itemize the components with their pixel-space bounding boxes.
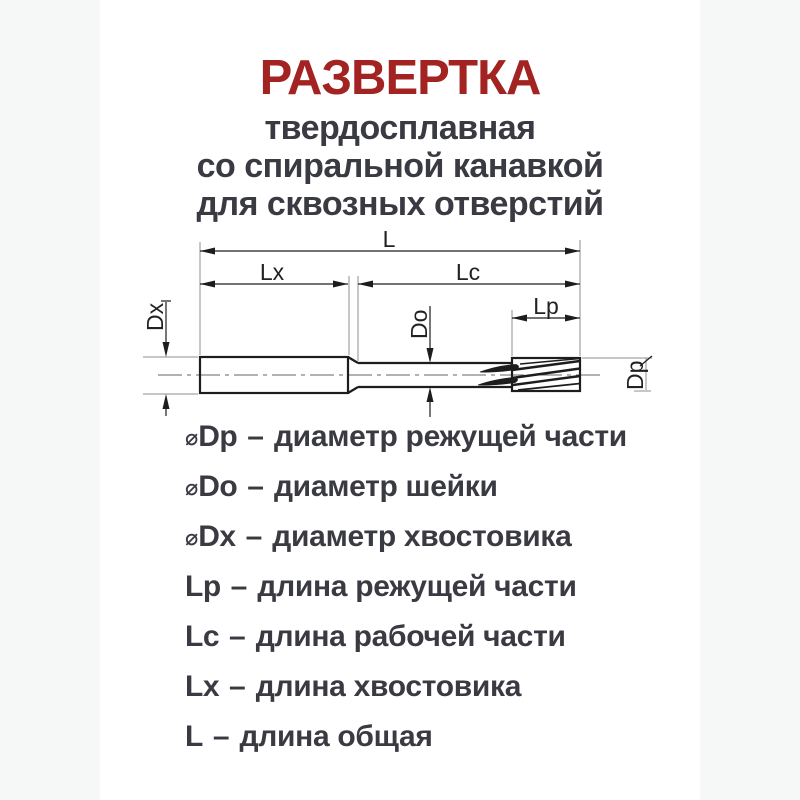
legend-description: диаметр режущей части xyxy=(273,420,627,453)
dim-label-Dp: Dp xyxy=(622,360,648,390)
legend-description: диаметр хвостовика xyxy=(272,520,572,553)
legend-item-Lp xyxy=(185,562,685,612)
dim-label-Lp: Lp xyxy=(533,293,559,319)
dim-label-Dx: Dx xyxy=(142,302,168,331)
diameter-symbol: ⌀ xyxy=(185,425,199,450)
dim-label-Lc: Lc xyxy=(455,259,481,285)
product-subtitle xyxy=(100,109,700,223)
dim-label-Do: Do xyxy=(406,309,432,339)
legend-symbol: Do xyxy=(198,470,238,503)
diameter-symbol: ⌀ xyxy=(185,475,199,500)
legend-symbol: Lc xyxy=(185,620,220,653)
legend-item-Lc xyxy=(185,612,685,662)
dim-label-Lx: Lx xyxy=(259,259,285,285)
legend-description: длина общая xyxy=(239,720,433,753)
legend-description: длина режущей части xyxy=(257,570,577,603)
legend-symbol: Lx xyxy=(185,670,220,703)
legend-dash: – xyxy=(247,420,264,453)
legend-description: длина рабочей части xyxy=(255,620,566,653)
legend-list xyxy=(185,412,685,762)
legend-description: длина хвостовика xyxy=(255,670,522,703)
diameter-symbol: ⌀ xyxy=(185,525,199,550)
legend-dash: – xyxy=(229,620,246,653)
legend-symbol: Lp xyxy=(185,570,221,603)
chamfer-bottom xyxy=(348,387,358,393)
legend-item-Do xyxy=(185,462,685,512)
legend-item-Lx xyxy=(185,662,685,712)
legend-description: диаметр шейки xyxy=(273,470,498,503)
legend-dash: – xyxy=(229,670,246,703)
legend-symbol: L xyxy=(185,720,203,753)
legend-dash: – xyxy=(230,570,248,603)
subtitle-line-2: со спиральной канавкой xyxy=(196,147,604,185)
legend-item-Dp xyxy=(185,412,685,462)
reamer-diagram xyxy=(100,225,700,435)
legend-item-Dx xyxy=(185,512,685,562)
legend-dash: – xyxy=(247,470,264,503)
dim-label-L: L xyxy=(382,226,396,252)
legend-dash: – xyxy=(245,520,263,553)
legend-item-L xyxy=(185,712,685,762)
product-title: РАЗВЕРТКА xyxy=(259,51,541,105)
legend-dash: – xyxy=(212,720,230,753)
subtitle-line-3: для сквозных отверстий xyxy=(196,185,604,223)
product-card xyxy=(100,0,700,800)
chamfer-top xyxy=(348,357,358,363)
subtitle-line-1: твердосплавная xyxy=(264,109,536,147)
legend-symbol: Dx xyxy=(198,520,236,553)
legend-symbol: Dp xyxy=(198,420,238,453)
